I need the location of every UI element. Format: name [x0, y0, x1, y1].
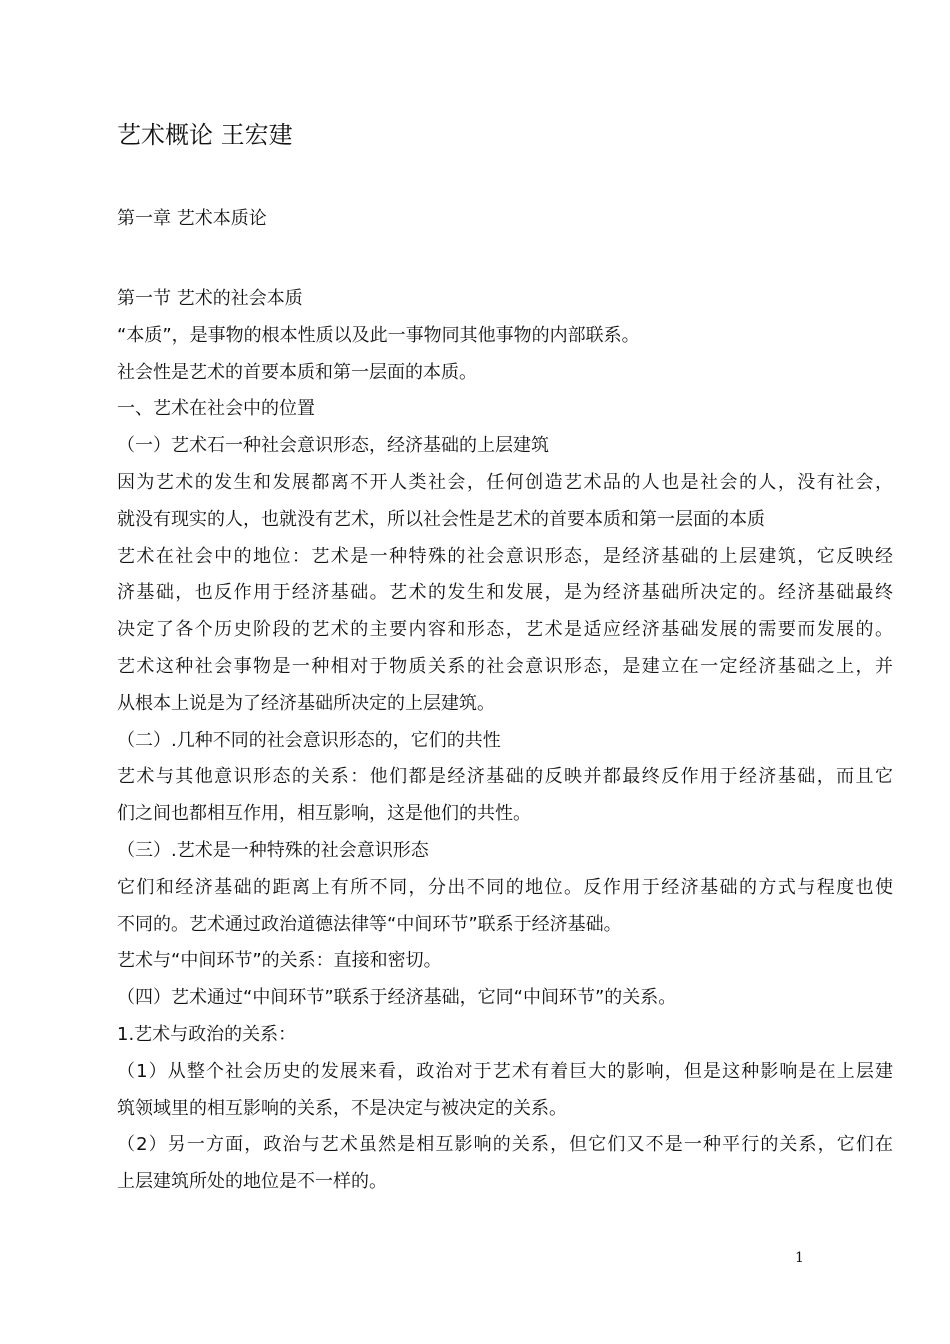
- text-line: （1）从整个社会历史的发展来看，政治对于艺术有着巨大的影响，但是这种影响是在上层建: [117, 1060, 893, 1082]
- text-line: 因为艺术的发生和发展都离不开人类社会，任何创造艺术品的人也是社会的人，没有社会，: [117, 471, 893, 493]
- text-line: 艺术在社会中的地位：艺术是一种特殊的社会意识形态，是经济基础的上层建筑，它反映经: [117, 545, 893, 567]
- document-title: 艺术概论 王宏建: [117, 121, 293, 149]
- text-line: 决定了各个历史阶段的艺术的主要内容和形态，艺术是适应经济基础发展的需要而发展的。: [117, 619, 893, 641]
- text-line: 不同的。艺术通过政治道德法律等“中间环节”联系于经济基础。: [117, 913, 622, 935]
- text-line: 1.艺术与政治的关系：: [117, 1023, 297, 1045]
- text-line: “本质”，是事物的根本性质以及此一事物同其他事物的内部联系。: [117, 324, 640, 346]
- text-line: 济基础，也反作用于经济基础。艺术的发生和发展，是为经济基础所决定的。经济基础最终: [117, 582, 893, 604]
- text-line: 就没有现实的人，也就没有艺术，所以社会性是艺术的首要本质和第一层面的本质: [117, 508, 765, 530]
- text-line: （二）.几种不同的社会意识形态的，它们的共性: [117, 729, 501, 751]
- chapter-heading: 第一章 艺术本质论: [117, 208, 267, 229]
- text-line: 艺术与其他意识形态的关系：他们都是经济基础的反映并都最终反作用于经济基础，而且它: [117, 766, 893, 788]
- text-line: （2）另一方面，政治与艺术虽然是相互影响的关系，但它们又不是一种平行的关系，它们在: [117, 1134, 893, 1156]
- page-number: 1: [795, 1250, 804, 1266]
- text-line: 上层建筑所处的地位是不一样的。: [117, 1171, 387, 1193]
- text-line: （四）艺术通过“中间环节”联系于经济基础，它同“中间环节”的关系。: [117, 987, 677, 1009]
- text-line: 们之间也都相互作用，相互影响，这是他们的共性。: [117, 803, 531, 825]
- text-line: 它们和经济基础的距离上有所不同，分出不同的地位。反作用于经济基础的方式与程度也使: [117, 876, 893, 898]
- text-line: 艺术与“中间环节”的关系：直接和密切。: [117, 950, 442, 972]
- text-line: 艺术这种社会事物是一种相对于物质关系的社会意识形态，是建立在一定经济基础之上，并: [117, 655, 893, 677]
- text-line: （三）.艺术是一种特殊的社会意识形态: [117, 839, 429, 861]
- text-line: 社会性是艺术的首要本质和第一层面的本质。: [117, 361, 477, 383]
- text-line: 筑领域里的相互影响的关系，不是决定与被决定的关系。: [117, 1097, 567, 1119]
- text-line: （一）艺术石一种社会意识形态，经济基础的上层建筑: [117, 435, 549, 457]
- body-text: [117, 281, 893, 1201]
- text-line: 一、艺术在社会中的位置: [117, 398, 315, 420]
- text-line: 第一节 艺术的社会本质: [117, 288, 303, 309]
- text-line: 从根本上说是为了经济基础所决定的上层建筑。: [117, 692, 495, 714]
